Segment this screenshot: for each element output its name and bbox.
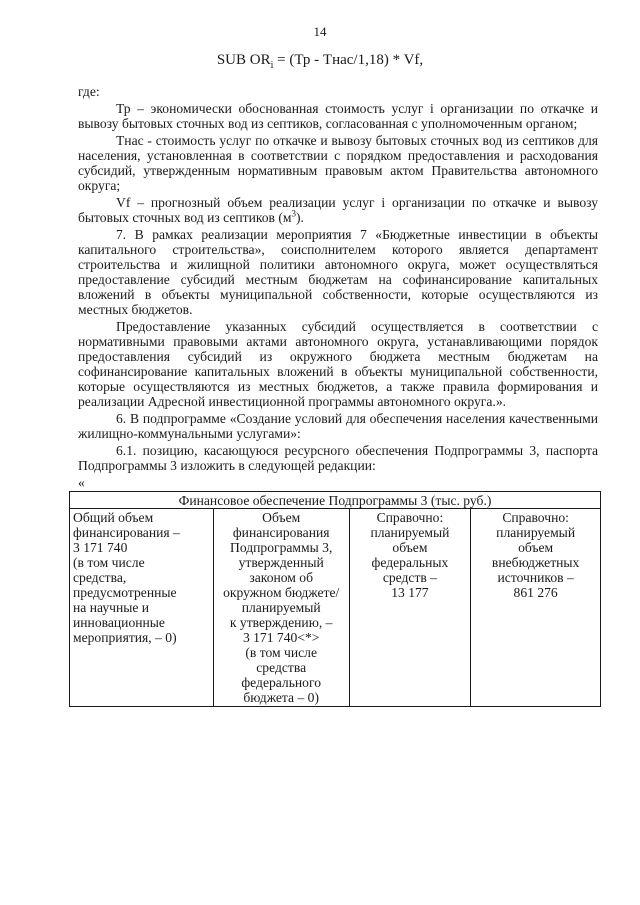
table-cell-line: федерального xyxy=(241,675,322,690)
table-cell-line: средства, xyxy=(73,570,127,585)
table-cell-total-financing xyxy=(70,509,214,707)
table-cell-line: финансирования xyxy=(232,525,330,540)
open-quote: « xyxy=(78,475,85,490)
paragraph-item-6: 6. В подпрограмме «Создание условий для обеспечения населения качественными жилищно-коммунальными услугами»: xyxy=(78,411,598,441)
vf-superscript: 3 xyxy=(291,208,297,219)
table-cell-line: мероприятия, – 0) xyxy=(73,630,177,645)
vf-text: Vf – прогнозный объем реализации услуг i организации по откачке и вывозу бытовых сточных вод из септиков (м xyxy=(78,195,598,225)
table-cell-line: Объем xyxy=(262,510,301,525)
table-cell-line: источников – xyxy=(497,570,574,585)
table-cell-federal-funds xyxy=(349,509,471,707)
financing-table-header: Финансовое обеспечение Подпрограммы 3 (тыс. руб.) xyxy=(70,492,601,509)
page-number: 14 xyxy=(313,24,327,39)
table-cell-line: Подпрограммы 3, xyxy=(230,540,333,555)
formula-prefix: SUB OR xyxy=(216,52,271,68)
financing-table xyxy=(69,491,601,707)
body-text xyxy=(78,84,598,492)
formula-rest: = (Тр - Тнас/1,18) * Vf, xyxy=(273,52,424,68)
paragraph-subsidies: Предоставление указанных субсидий осуществляется в соответствии с нормативными правовыми актами автономного округа, устанавливающими порядок предоставления субсидий из окружного бюджета местным бюджетам на софинансирование капитальных вложений в объекты муниципальной собственности, которые осуществляются из местных бюджетов, а также правила формирования и реализации Адресной инвестиционной программы автономного округа.». xyxy=(78,319,598,409)
table-cell-line: объем xyxy=(518,540,554,555)
paragraph-vf-definition xyxy=(78,195,598,225)
vf-text-end: ). xyxy=(296,210,304,225)
table-cell-extrabudgetary-sources xyxy=(471,509,601,707)
table-cell-line: планируемый xyxy=(241,600,321,615)
where-label: где: xyxy=(78,84,100,99)
table-cell-subprogram-financing xyxy=(213,509,349,707)
paragraph-tr-definition: Тр – экономически обоснованная стоимость услуг i организации по откачке и вывозу бытовых сточных вод из септиков, согласованная с уполномоченным органом; xyxy=(78,101,598,131)
table-cell-line: (в том числе xyxy=(245,645,317,660)
table-cell-line: 861 276 xyxy=(513,585,558,600)
table-cell-line: Справочно: xyxy=(376,510,444,525)
table-cell-line: планируемый xyxy=(370,525,450,540)
table-cell-line: средств – xyxy=(382,570,438,585)
table-cell-line: 3 171 740<*> xyxy=(242,630,320,645)
table-cell-line: федеральных xyxy=(371,555,449,570)
table-cell-line: на научные и xyxy=(73,600,150,615)
paragraph-tnas-definition: Тнас - стоимость услуг по откачке и вывозу бытовых сточных вод из септиков для населения, установленная в соответствии с порядком предоставления и расходования субсидий, утвержденным нормативным правовым актом Правительства автономного округа; xyxy=(78,133,598,193)
table-cell-line: к утверждению, – xyxy=(229,615,333,630)
table-cell-line: объем xyxy=(392,540,428,555)
table-cell-line: 13 177 xyxy=(391,585,429,600)
table-cell-line: Справочно: xyxy=(502,510,569,525)
table-cell-line: окружном бюджете/ xyxy=(223,585,340,600)
formula-subscript: i xyxy=(270,60,274,71)
table-cell-line: инновационные xyxy=(73,615,165,630)
formula xyxy=(0,52,640,71)
table-cell-line: предусмотренные xyxy=(73,585,177,600)
table-cell-line: финансирования – xyxy=(73,525,180,540)
paragraph-item-7: 7. В рамках реализации мероприятия 7 «Бюджетные инвестиции в объекты капитального строительства», соисполнителем которого является департамент строительства и жилищной политики автономного округа, может осуществляться предоставление субсидий местным бюджетам на софинансирование капитальных вложений в объекты муниципальной собственности, которые осуществляются из местных бюджетов. xyxy=(78,227,598,317)
table-cell-line: утвержденный xyxy=(238,555,324,570)
table-cell-line: бюджета – 0) xyxy=(243,690,319,705)
table-cell-line: планируемый xyxy=(496,525,576,540)
table-cell-line: 3 171 740 xyxy=(73,540,128,555)
table-cell-line: Общий объем xyxy=(73,510,154,525)
table-cell-line: средства xyxy=(256,660,307,675)
table-cell-line: внебюджетных xyxy=(491,555,580,570)
paragraph-item-6-1: 6.1. позицию, касающуюся ресурсного обеспечения Подпрограммы 3, паспорта Подпрограммы 3 изложить в следующей редакции: xyxy=(78,443,598,473)
table-cell-line: законом об xyxy=(249,570,314,585)
table-cell-line: (в том числе xyxy=(73,555,145,570)
